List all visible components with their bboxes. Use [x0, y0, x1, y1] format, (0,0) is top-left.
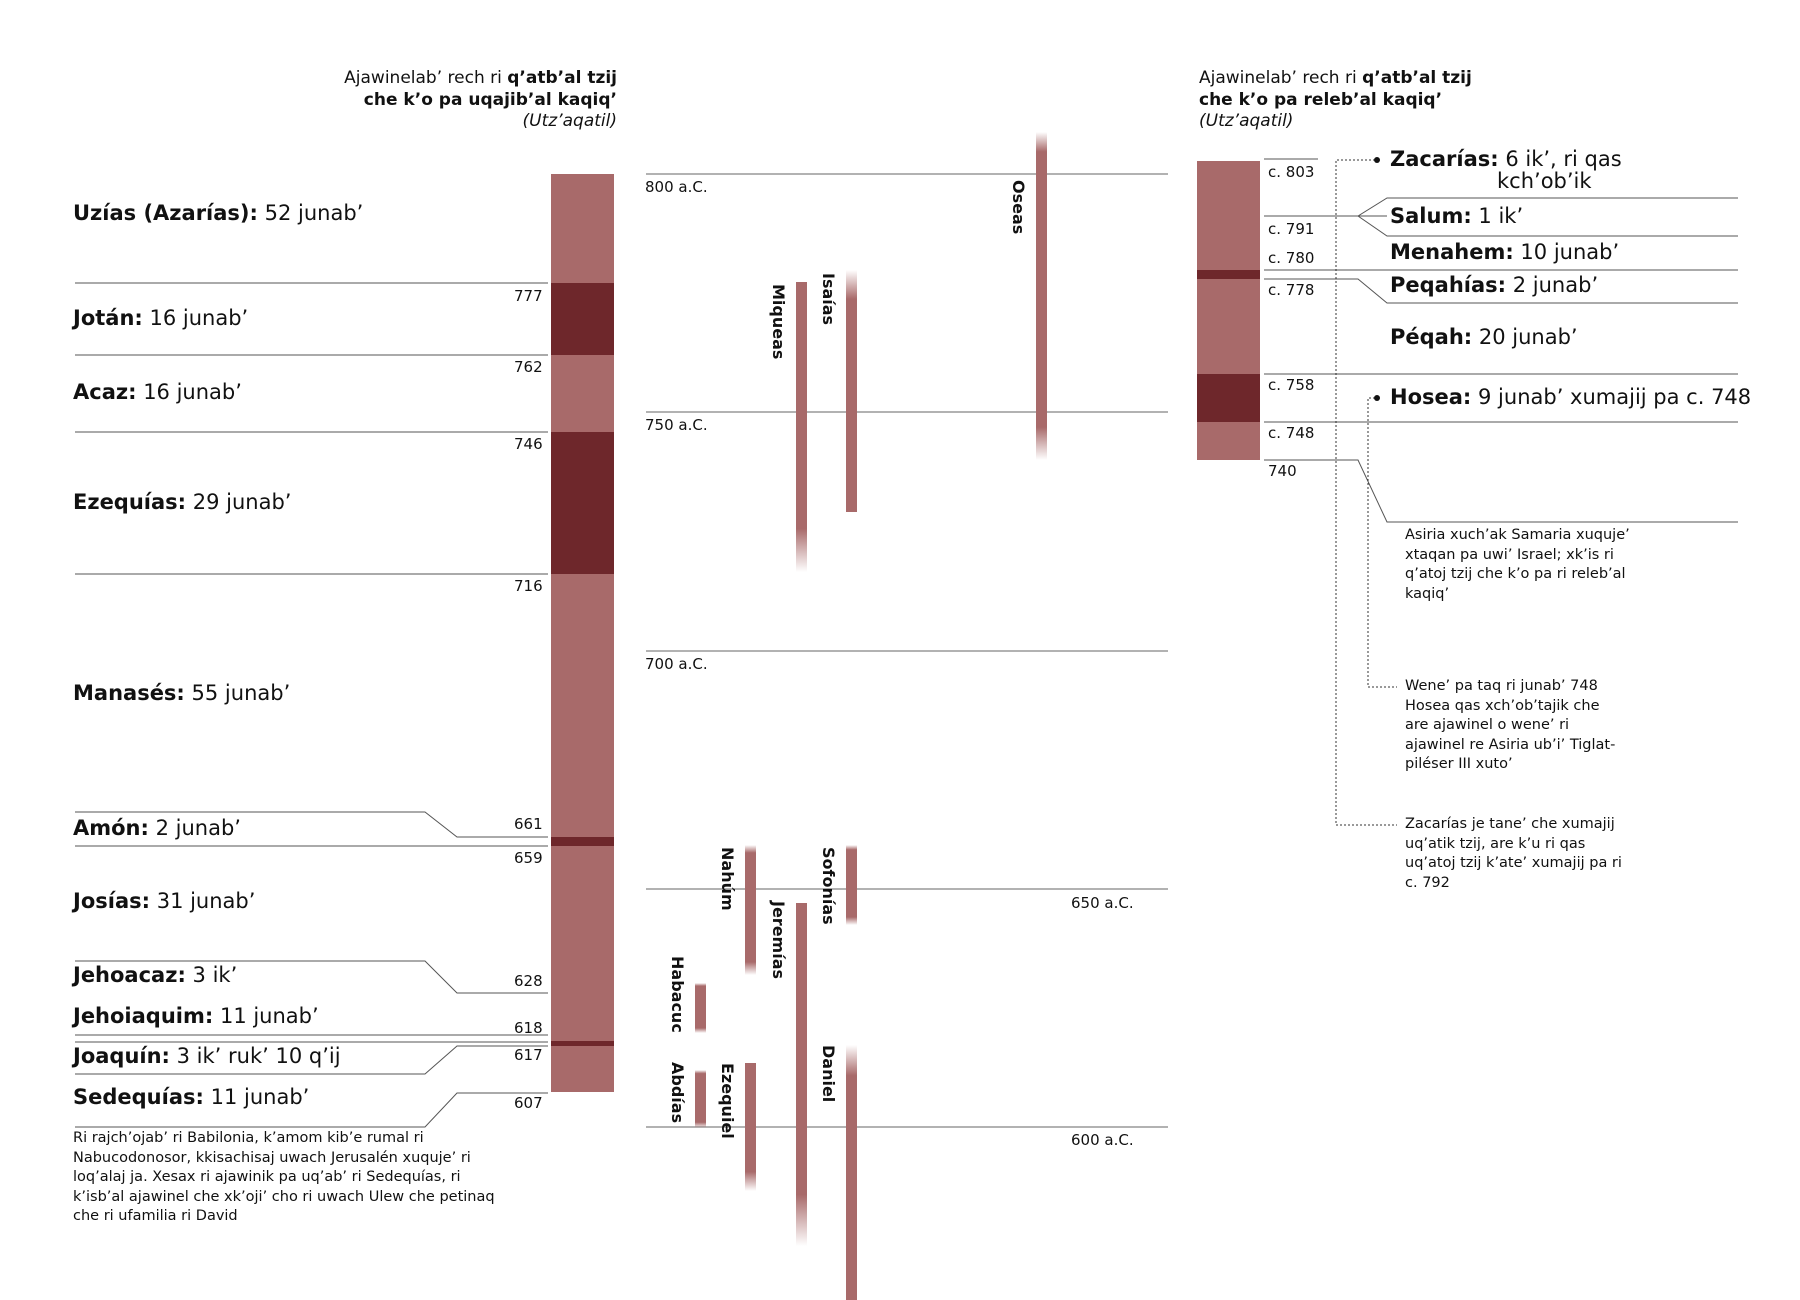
- prophet-bar-nahum: [745, 845, 756, 975]
- prophet-bar-isaias: [846, 270, 857, 512]
- judah-king: Uzías (Azarías): 52 junab’: [73, 201, 364, 225]
- judah-header-bold: q’atb’al tzij: [507, 68, 617, 88]
- israel-note-hosea: Wene’ pa taq ri junab’ 748 Hosea qas xch’ob’tajik che are ajawinel o wene’ ri ajawinel re Asiria ub’i’ Tiglat-piléser III xuto’: [1405, 678, 1616, 772]
- prophet-bar-abdias: [695, 1070, 706, 1128]
- israel-header-line2: che k’o pa releb’al kaqiq’: [1199, 89, 1443, 110]
- judah-header-prefix: Ajawinelab’ rech ri: [344, 68, 508, 88]
- era-label: 600 a.C.: [1071, 1131, 1134, 1149]
- israel-year: c. 803: [1268, 163, 1315, 181]
- israel-king: Menahem: 10 junab’: [1390, 240, 1620, 264]
- israel-king: Zacarías: 6 ik’, ri qas: [1390, 147, 1622, 171]
- prophet-label-oseas: Oseas: [1009, 180, 1028, 235]
- judah-year: 607: [514, 1094, 543, 1112]
- hosea-dot: [1374, 395, 1380, 401]
- judah-year: 777: [514, 287, 543, 305]
- judah-header-note: (Utz’aqatil): [522, 111, 617, 131]
- prophet-label-abdias: Abdías: [668, 1062, 687, 1124]
- judah-year: 716: [514, 577, 543, 595]
- israel-year: c. 758: [1268, 376, 1315, 394]
- israel-king: Hosea: 9 junab’ xumajij pa c. 748: [1390, 385, 1752, 409]
- judah-year: 617: [514, 1046, 543, 1064]
- israel-header-note: (Utz’aqatil): [1199, 111, 1294, 131]
- judah-king: Ezequías: 29 junab’: [73, 490, 292, 514]
- era-lines: [646, 174, 1168, 1127]
- judah-king: Sedequías: 11 junab’: [73, 1085, 310, 1109]
- israel-note-asiria: Asiria xuch’ak Samaria xuquje’ xtaqan pa uwi’ Israel; xk’is ri q’atoj tzij che k’o pa ri releb’al kaqiq’: [1405, 527, 1630, 602]
- zacarias-dot: [1374, 157, 1380, 163]
- judah-king: Acaz: 16 junab’: [73, 380, 242, 404]
- judah-reign-bar: [551, 174, 614, 1092]
- judah-header: [280, 68, 617, 133]
- judah-year: 661: [514, 815, 543, 833]
- judah-king: Jehoiaquim: 11 junab’: [73, 1004, 319, 1028]
- prophet-label-isaias: Isaías: [819, 273, 838, 326]
- israel-king: Péqah: 20 junab’: [1390, 325, 1578, 349]
- israel-year: c. 748: [1268, 424, 1315, 442]
- prophet-label-habacuc: Habacuc: [668, 956, 687, 1033]
- prophet-label-jeremias: Jeremías: [769, 901, 788, 980]
- prophet-bar-oseas: [1036, 132, 1047, 460]
- prophet-bars: [695, 132, 1047, 1300]
- judah-king: Jehoacaz: 3 ik’: [73, 963, 238, 987]
- prophet-bar-daniel: [846, 1045, 857, 1300]
- era-label: 750 a.C.: [645, 416, 708, 434]
- prophet-label-sofonias: Sofonías: [819, 847, 838, 925]
- judah-king: Jotán: 16 junab’: [73, 306, 249, 330]
- israel-dotted-connectors: [1336, 160, 1397, 825]
- israel-year: c. 778: [1268, 281, 1315, 299]
- era-label: 800 a.C.: [645, 178, 708, 196]
- israel-header: [1199, 68, 1472, 133]
- prophet-bar-miqueas: [796, 282, 807, 572]
- judah-king: Josías: 31 junab’: [73, 889, 256, 913]
- prophet-label-ezequiel: Ezequiel: [718, 1063, 737, 1139]
- prophet-label-miqueas: Miqueas: [769, 284, 788, 360]
- israel-king: Salum: 1 ik’: [1390, 204, 1524, 228]
- judah-year: 628: [514, 972, 543, 990]
- prophet-bar-ezequiel: [745, 1063, 756, 1191]
- israel-note-zacarias: Zacarías je tane’ che xumajij uq’atik tzij, are k’u ri qas uq’atoj tzij k’ate’ xumajij pa ri c. 792: [1405, 816, 1622, 891]
- prophet-label-nahum: Nahúm: [718, 847, 737, 911]
- israel-year: c. 791: [1268, 220, 1315, 238]
- israel-header-prefix: Ajawinelab’ rech ri: [1199, 68, 1363, 88]
- judah-year: 762: [514, 358, 543, 376]
- judah-year: 618: [514, 1019, 543, 1037]
- israel-reign-bar: [1197, 161, 1260, 460]
- israel-year: 740: [1268, 462, 1297, 480]
- prophet-bar-sofonias: [846, 845, 857, 925]
- prophet-label-daniel: Daniel: [819, 1045, 838, 1103]
- era-label: 650 a.C.: [1071, 894, 1134, 912]
- judah-king: Amón: 2 junab’: [73, 816, 241, 840]
- judah-king: Joaquín: 3 ik’ ruk’ 10 q’ij: [73, 1044, 341, 1068]
- judah-king: Manasés: 55 junab’: [73, 681, 291, 705]
- judah-header-line2: che k’o pa uqajib’al kaqiq’: [363, 89, 617, 110]
- judah-separator-lines: [75, 283, 548, 1127]
- israel-year: c. 780: [1268, 249, 1315, 267]
- israel-king: Peqahías: 2 junab’: [1390, 273, 1599, 297]
- judah-year: 659: [514, 849, 543, 867]
- prophet-bar-habacuc: [695, 983, 706, 1033]
- israel-king-continued: kch’ob’ik: [1497, 169, 1592, 193]
- era-label: 700 a.C.: [645, 655, 708, 673]
- israel-header-bold: q’atb’al tzij: [1362, 68, 1472, 88]
- judah-year: 746: [514, 435, 543, 453]
- judah-footnote: Ri rajch’ojab’ ri Babilonia, k’amom kib’e rumal ri Nabucodonosor, kkisachisaj uwach Jerusalén xuquje’ ri loq’alaj ja. Xesax ri ajawinik pa uq’ab’ ri Sedequías, ri k’isb’al ajawinel che xk’oji’ cho ri uwach Ulew che petinaq che ri ufamilia ri David: [73, 1130, 495, 1224]
- prophet-bar-jeremias: [796, 903, 807, 1246]
